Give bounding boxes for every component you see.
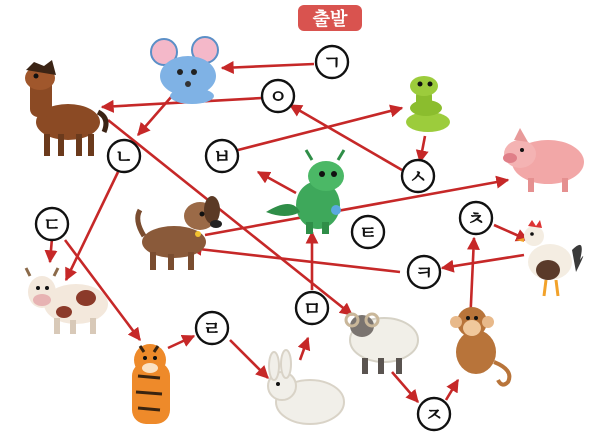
node-mieum-label: ㅁ [302, 298, 322, 320]
node-ieung-label: ㅇ [268, 86, 288, 108]
node-bieup-label: ㅂ [212, 146, 232, 168]
arrow-snake-siot [420, 136, 425, 162]
arrow-digeut-cow [50, 238, 52, 262]
node-kieuk [408, 256, 440, 288]
start-label: 출발 [312, 9, 348, 30]
monkey-illustration [450, 307, 509, 385]
node-digeut [36, 208, 68, 240]
tiger-illustration [132, 344, 170, 424]
node-jieut-label: ㅈ [424, 404, 444, 426]
node-chieut-label: ㅊ [466, 208, 486, 230]
node-tieut [352, 216, 384, 248]
node-nieun [108, 140, 140, 172]
snake-illustration [406, 76, 450, 132]
arrow-jieut-monkey [446, 380, 458, 400]
horse-illustration [25, 60, 106, 156]
sheep-illustration [346, 314, 418, 374]
node-rieul-label: ㄹ [202, 318, 222, 340]
arrow-siot-ieung [290, 105, 402, 170]
rabbit-illustration [268, 350, 344, 424]
node-bieup [206, 140, 238, 172]
arrow-bieup-snake [238, 108, 402, 150]
node-mieum [296, 292, 328, 324]
arrow-dragon-bieup [258, 172, 296, 193]
arrow-giyeok-mouse [222, 64, 314, 68]
start-badge [298, 5, 362, 31]
node-digeut-label: ㄷ [42, 214, 62, 236]
arrow-rieul-rabbit [230, 340, 268, 378]
node-tieut-label: ㅌ [358, 222, 378, 244]
node-chieut [460, 202, 492, 234]
pig-illustration [503, 128, 584, 192]
node-kieuk-label: ㅋ [414, 262, 434, 284]
arrow-mouse-nieun [138, 96, 172, 135]
arrow-rooster-kieuk [442, 255, 524, 268]
node-ieung [262, 80, 294, 112]
rooster-illustration [516, 220, 583, 296]
node-rieul [196, 312, 228, 344]
arrow-tiger-rieul [168, 336, 194, 348]
node-nieun-label: ㄴ [114, 146, 134, 168]
arrow-chieut-rooster [494, 225, 528, 240]
node-giyeok [316, 46, 348, 78]
node-siot [402, 160, 434, 192]
node-giyeok-label: ㄱ [322, 52, 342, 74]
node-siot-label: ㅅ [408, 166, 428, 188]
mouse-illustration [151, 37, 218, 104]
arrow-nieun-cow [66, 172, 118, 280]
arrow-sheep-jieut [392, 372, 418, 402]
arrow-rabbit-mieum [300, 338, 308, 360]
node-jieut [418, 398, 450, 430]
